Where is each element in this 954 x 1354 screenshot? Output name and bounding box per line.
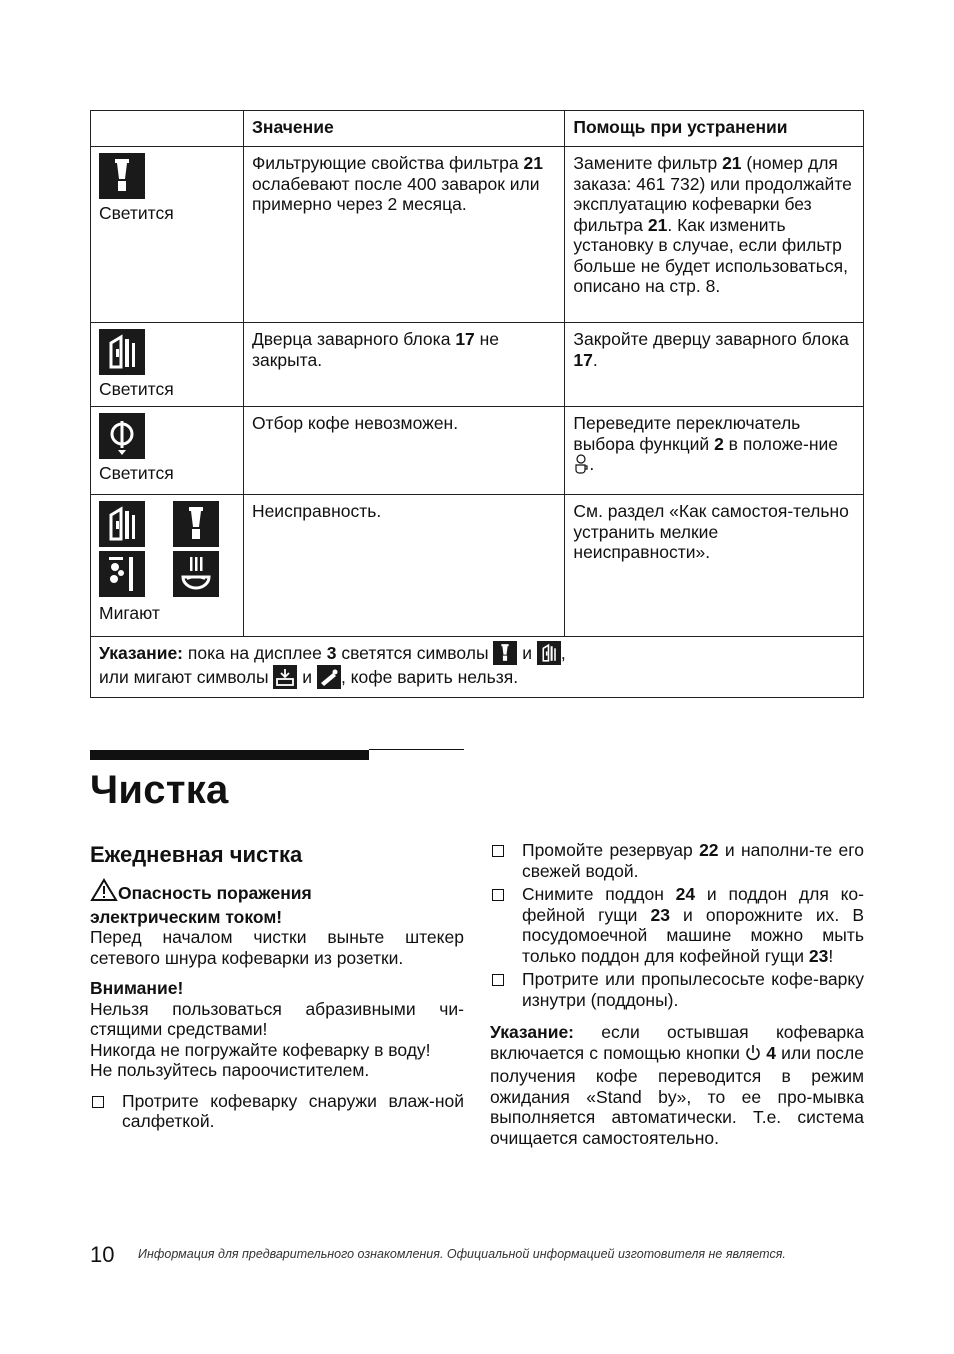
table-header-row [91, 111, 864, 147]
steam-nozzle-icon [317, 665, 341, 689]
selector-icon [99, 413, 145, 459]
list-item: Протрите кофеварку снаружи влаж-ной салфеткой. [90, 1091, 464, 1132]
list-item: Протрите или пропылесосьте кофе-варку изнутри (поддоны). [490, 969, 864, 1010]
section-rule-thin [369, 749, 464, 750]
table-row [91, 407, 864, 495]
table-row [91, 495, 864, 637]
checkbox-bullet-icon [92, 1096, 104, 1108]
checkbox-bullet-icon [492, 889, 504, 901]
attention-line: Нельзя пользоваться абразивными чи-стящими средствами! [90, 998, 464, 1039]
row-state: Мигают [99, 603, 160, 623]
list-item: Промойте резервуар 22 и наполни-те его свежей водой. [490, 840, 864, 881]
section-title: Чистка [90, 768, 229, 812]
row-help: Переведите переключатель выбора функций 2 в положе-ние . [565, 407, 864, 495]
row-meaning: Фильтрующие свойства фильтра 21 ослабевают после 400 заварок или примерно через 2 месяца. [243, 147, 564, 323]
footer-disclaimer: Информация для предварительного ознакомления. Официальной информацией изготовителя не является. [138, 1247, 786, 1261]
header-cell-symbol [91, 111, 244, 147]
brew-unit-door-icon [99, 329, 145, 375]
row-meaning: Неисправность. [243, 495, 564, 637]
descale-icon [273, 665, 297, 689]
page-number: 10 [90, 1242, 115, 1267]
row-help: Закройте дверцу заварного блока 17. [565, 323, 864, 407]
attention-line: Не пользуйтесь пароочистителем. [90, 1060, 370, 1080]
cup-position-icon [573, 454, 589, 479]
power-icon [745, 1044, 761, 1067]
subsection-title: Ежедневная чистка [90, 842, 303, 867]
header-cell-meaning: Значение [243, 111, 564, 147]
list-item: Снимите поддон 24 и поддон для ко-фейной гущи 23 и опорожните их. В посудомоечной машине можно мыть только поддон для кофейной гущи 23! [490, 884, 864, 966]
note-paragraph: Указание: если остывшая кофеварка включается с помощью кнопки 4 или после получения кофе переводится в режим ожидания «Stand by», то ее про-мывка выполняется автоматически. Т.е. система очищается самостоятельно. [490, 1022, 864, 1148]
filter-icon [99, 153, 145, 199]
header-cell-help: Помощь при устранении [565, 111, 864, 147]
row-help: Замените фильтр 21 (номер для заказа: 461 732) или продолжайте эксплуатацию кофеварки без фильтра 21. Как изменить установку в случае, если фильтр больше не будет использоваться, описано на стр. 8. [565, 147, 864, 323]
status-table [90, 110, 864, 698]
table-row [91, 323, 864, 407]
grounds-container-icon [173, 551, 219, 597]
row-state: Светится [99, 463, 174, 483]
checkbox-bullet-icon [492, 845, 504, 857]
warning-heading: Опасность поражения электрическим током! [90, 878, 464, 927]
warning-triangle-icon [90, 878, 118, 907]
brew-unit-door-icon [537, 641, 561, 665]
row-state: Светится [99, 379, 174, 399]
water-tank-icon [99, 551, 145, 597]
table-note-row [91, 637, 864, 698]
attention-heading: Внимание! [90, 978, 184, 998]
section-rule-thick [90, 750, 369, 760]
row-meaning: Отбор кофе невозможен. [243, 407, 564, 495]
brew-unit-door-icon [99, 501, 145, 547]
filter-icon [493, 641, 517, 665]
row-meaning: Дверца заварного блока 17 не закрыта. [243, 323, 564, 407]
filter-icon [173, 501, 219, 547]
checkbox-bullet-icon [492, 974, 504, 986]
row-state: Светится [99, 203, 174, 223]
row-help: См. раздел «Как самостоя-тельно устранить мелкие неисправности». [565, 495, 864, 637]
attention-line: Никогда не погружайте кофеварку в воду! [90, 1039, 431, 1060]
table-note: Указание: пока на дисплее 3 светятся символы и , или мигают символы и , кофе варить нельзя. [91, 637, 864, 698]
warning-text: Перед началом чистки выньте штекер сетевого шнура кофеварки из розетки. [90, 927, 464, 968]
table-row [91, 147, 864, 323]
left-column [90, 840, 464, 1132]
right-column [490, 840, 864, 1148]
